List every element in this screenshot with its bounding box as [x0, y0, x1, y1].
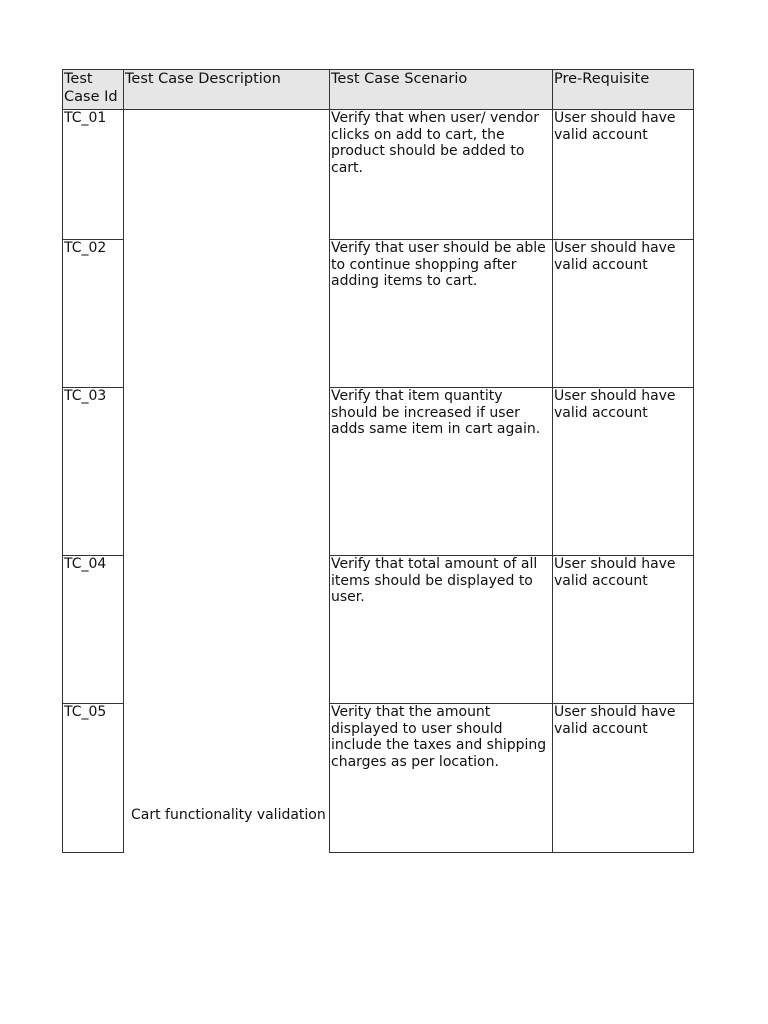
test-case-id-cell: TC_03 — [63, 388, 124, 556]
test-case-scenario-cell: Verify that when user/ vendor clicks on add to cart, the product should be added to cart. — [330, 110, 553, 240]
table-row — [63, 110, 694, 240]
test-case-id-cell: TC_04 — [63, 556, 124, 704]
pre-requisite-cell: User should have valid account — [553, 704, 694, 853]
test-case-scenario-cell: Verify that item quantity should be increased if user adds same item in cart again. — [330, 388, 553, 556]
test-case-scenario-cell: Verity that the amount displayed to user should include the taxes and shipping charges as per location. — [330, 704, 553, 853]
header-pre-requisite: Pre-Requisite — [553, 70, 694, 110]
header-test-case-scenario: Test Case Scenario — [330, 70, 553, 110]
test-case-table — [62, 69, 694, 853]
header-test-case-id: Test Case Id — [63, 70, 124, 110]
pre-requisite-cell: User should have valid account — [553, 556, 694, 704]
test-case-id-cell: TC_02 — [63, 240, 124, 388]
pre-requisite-cell: User should have valid account — [553, 240, 694, 388]
test-case-description-cell — [124, 110, 330, 853]
test-case-scenario-cell: Verify that total amount of all items should be displayed to user. — [330, 556, 553, 704]
test-case-id-cell: TC_01 — [63, 110, 124, 240]
test-case-description-text: Cart functionality validation — [131, 806, 326, 823]
test-case-id-cell: TC_05 — [63, 704, 124, 853]
header-row — [63, 70, 694, 110]
pre-requisite-cell: User should have valid account — [553, 388, 694, 556]
test-case-scenario-cell: Verify that user should be able to continue shopping after adding items to cart. — [330, 240, 553, 388]
pre-requisite-cell: User should have valid account — [553, 110, 694, 240]
header-test-case-description: Test Case Description — [124, 70, 330, 110]
